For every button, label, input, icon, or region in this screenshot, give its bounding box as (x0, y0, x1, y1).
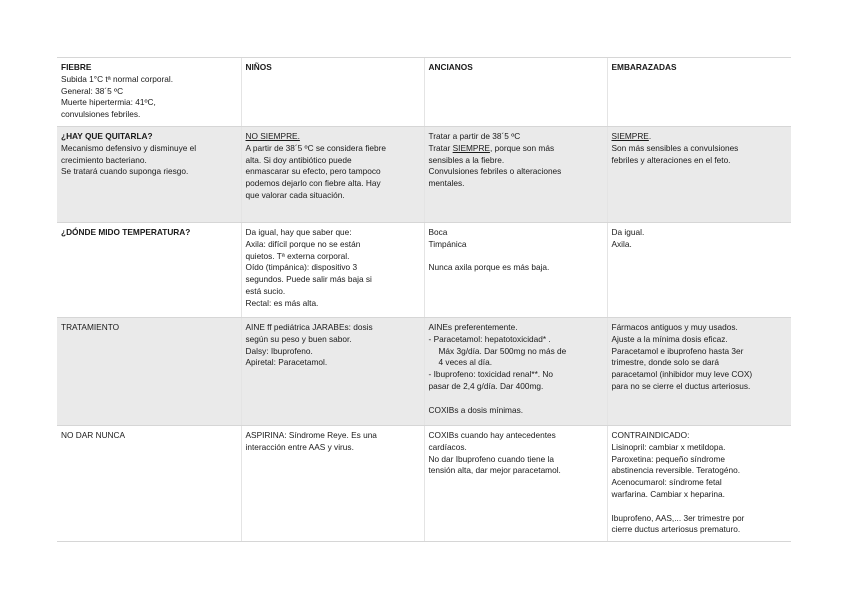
quitarla-ninos-line: alta. Si doy antibiótico puede (245, 154, 352, 165)
donde-ancianos-cell (424, 222, 607, 317)
tratamiento-ninos-line: según su peso y buen sabor. (245, 333, 352, 344)
nodar-embarazadas-line: CONTRAINDICADO: (611, 429, 690, 440)
donde-title: ¿DÓNDE MIDO TEMPERATURA? (61, 226, 191, 237)
nodar-embarazadas-line: Paroxetina: pequeño síndrome (611, 453, 725, 464)
donde-ninos-line: está sucio. (245, 285, 286, 296)
table-row (57, 222, 791, 317)
nodar-ninos-line: interacción entre AAS y virus. (245, 441, 354, 452)
table-row (57, 126, 791, 222)
quitarla-ninos-cell (241, 126, 424, 222)
quitarla-line: Mecanismo defensivo y disminuye el (61, 142, 197, 153)
spacer (429, 251, 603, 263)
bullet-paracetamol: - Paracetamol: hepatotoxicidad* . (428, 333, 551, 344)
table-row (57, 317, 791, 425)
tratamiento-embarazadas-line: Ajuste a la mínima dosis eficaz. (611, 333, 728, 344)
donde-ninos-line: Rectal: es más alta. (245, 297, 319, 308)
header-ancianos-label: ANCIANOS (428, 62, 473, 72)
nodar-embarazadas-line: Ibuprofeno, AAS,... 3er trimestre por (611, 512, 745, 523)
header-embarazadas (607, 58, 791, 127)
bullet-paracetamol-detail: Máx 3g/día. Dar 500mg no más de (438, 345, 567, 356)
nodar-title: NO DAR NUNCA (61, 429, 126, 440)
quitarla-embarazadas-line: febriles y alteraciones en el feto. (611, 154, 731, 165)
nodar-embarazadas-line: abstinencia reversible. Teratogéno. (611, 465, 741, 476)
quitarla-embarazadas-line: Son más sensibles a convulsiones (611, 142, 739, 153)
fiebre-title: FIEBRE (61, 62, 92, 72)
donde-ninos-line: quietos. Tª externa corporal. (245, 250, 350, 261)
no-siempre-label: NO SIEMPRE. (245, 130, 300, 141)
quitarla-embarazadas-cell (607, 126, 791, 222)
nodar-ancianos-line: COXIBs cuando hay antecedentes (428, 429, 556, 440)
tratamiento-embarazadas-line: Fármacos antiguos y muy usados. (611, 321, 738, 332)
tratamiento-ancianos-intro: AINEs preferentemente. (428, 321, 518, 332)
quitarla-line: crecimiento bacteriano. (61, 154, 147, 165)
nodar-ninos-line: ASPIRINA: Síndrome Reye. Es una (245, 429, 377, 440)
quitarla-cell (57, 126, 241, 222)
quitarla-ninos-line: podemos dejarlo con fiebre alta. Hay (245, 178, 381, 189)
nodar-embarazadas-line: Acenocumarol: síndrome fetal (611, 477, 722, 488)
tratamiento-embarazadas-line: paracetamol (inhibidor muy leve COX) (611, 369, 753, 380)
tratamiento-ninos-line: Dalsy: Ibuprofeno. (245, 345, 313, 356)
text-fragment: Tratar (428, 142, 453, 153)
fiebre-line: convulsiones febriles. (61, 109, 141, 120)
bullet-paracetamol-detail: 4 veces al día. (438, 357, 493, 368)
tratamiento-ninos-line: AINE ff pediátrica JARABEs: dosis (245, 321, 373, 332)
header-embarazadas-label: EMBARAZADAS (611, 62, 677, 72)
donde-ancianos-note: Nunca axila porque es más baja. (428, 262, 550, 273)
quitarla-ancianos-cell (424, 126, 607, 222)
fever-table (57, 57, 791, 542)
nodar-cell (57, 425, 241, 541)
fiebre-line: Subida 1°C tª normal corporal. (61, 73, 173, 84)
donde-cell (57, 222, 241, 317)
table-row (57, 58, 791, 127)
bullet-ibuprofeno: - Ibuprofeno: toxicidad renal**. No (428, 369, 554, 380)
nodar-embarazadas-line: cierre ductus arteriosus prematuro. (611, 524, 741, 535)
header-ninos (241, 58, 424, 127)
nodar-ninos-cell (241, 425, 424, 541)
quitarla-title: ¿HAY QUE QUITARLA? (61, 130, 153, 141)
table-row (57, 425, 791, 541)
tratamiento-embarazadas-line: Paracetamol e ibuprofeno hasta 3er (611, 345, 744, 356)
quitarla-ninos-line: que valorar cada situación. (245, 189, 345, 200)
donde-embarazadas-cell (607, 222, 791, 317)
spacer (429, 393, 603, 405)
bullet-ibuprofeno-detail: pasar de 2,4 g/día. Dar 400mg. (428, 380, 544, 391)
nodar-ancianos-line: cardíacos. (428, 441, 467, 452)
donde-ninos-cell (241, 222, 424, 317)
fiebre-line: General: 38´5 ºC (61, 85, 124, 96)
nodar-ancianos-cell (424, 425, 607, 541)
donde-embarazadas-line: Axila. (611, 238, 632, 249)
tratamiento-ancianos-cell (424, 317, 607, 425)
header-ninos-label: NIÑOS (245, 62, 272, 72)
quitarla-ancianos-line: sensibles a la fiebre. (428, 154, 505, 165)
nodar-ancianos-line: tensión alta, dar mejor paracetamol. (428, 465, 561, 476)
donde-ninos-line: segundos. Puede salir más baja si (245, 274, 372, 285)
tratamiento-title: TRATAMIENTO (61, 321, 120, 332)
quitarla-ancianos-line: mentales. (428, 178, 465, 189)
donde-embarazadas-line: Da igual. (611, 226, 645, 237)
nodar-embarazadas-line: Lisinopril: cambiar x metildopa. (611, 441, 726, 452)
fiebre-cell (57, 58, 241, 127)
tratamiento-embarazadas-line: para no se cierre el ductus arteriosus. (611, 380, 751, 391)
siempre-underlined: SIEMPRE (452, 142, 490, 153)
donde-ancianos-line: Boca (428, 226, 448, 237)
donde-ancianos-line: Timpánica (428, 238, 467, 249)
quitarla-ninos-line: enmascarar su efecto, pero tampoco (245, 166, 381, 177)
quitarla-embarazadas-line (612, 131, 788, 143)
tratamiento-ninos-line: Apiretal: Paracetamol. (245, 357, 328, 368)
siempre-underlined: SIEMPRE (611, 130, 649, 141)
nodar-embarazadas-cell (607, 425, 791, 541)
tratamiento-embarazadas-cell (607, 317, 791, 425)
tratamiento-embarazadas-line: trimestre, donde solo se dará (611, 357, 719, 368)
tratamiento-cell (57, 317, 241, 425)
quitarla-ancianos-line: Tratar a partir de 38´5 ºC (428, 130, 521, 141)
fiebre-line: Muerte hipertermia: 41ºC, (61, 97, 156, 108)
quitarla-ninos-line: A partir de 38´5 ºC se considera fiebre (245, 142, 386, 153)
quitarla-line: Se tratará cuando suponga riesgo. (61, 166, 189, 177)
text-fragment: . (648, 130, 652, 141)
quitarla-ancianos-line: Convulsiones febriles o alteraciones (428, 166, 562, 177)
nodar-ancianos-line: No dar Ibuprofeno cuando tiene la (428, 453, 554, 464)
text-fragment: , porque son más (489, 142, 555, 153)
donde-ninos-line: Da igual, hay que saber que: (245, 226, 352, 237)
donde-ninos-line: Axila: difícil porque no se están (245, 238, 361, 249)
quitarla-ancianos-line (429, 143, 603, 155)
spacer (612, 501, 788, 513)
tratamiento-ancianos-closing: COXIBs a dosis mínimas. (428, 404, 524, 415)
tratamiento-ninos-cell (241, 317, 424, 425)
nodar-embarazadas-line: warfarina. Cambiar x heparina. (611, 488, 725, 499)
donde-ninos-line: Oído (timpánica): dispositivo 3 (245, 262, 358, 273)
header-ancianos (424, 58, 607, 127)
